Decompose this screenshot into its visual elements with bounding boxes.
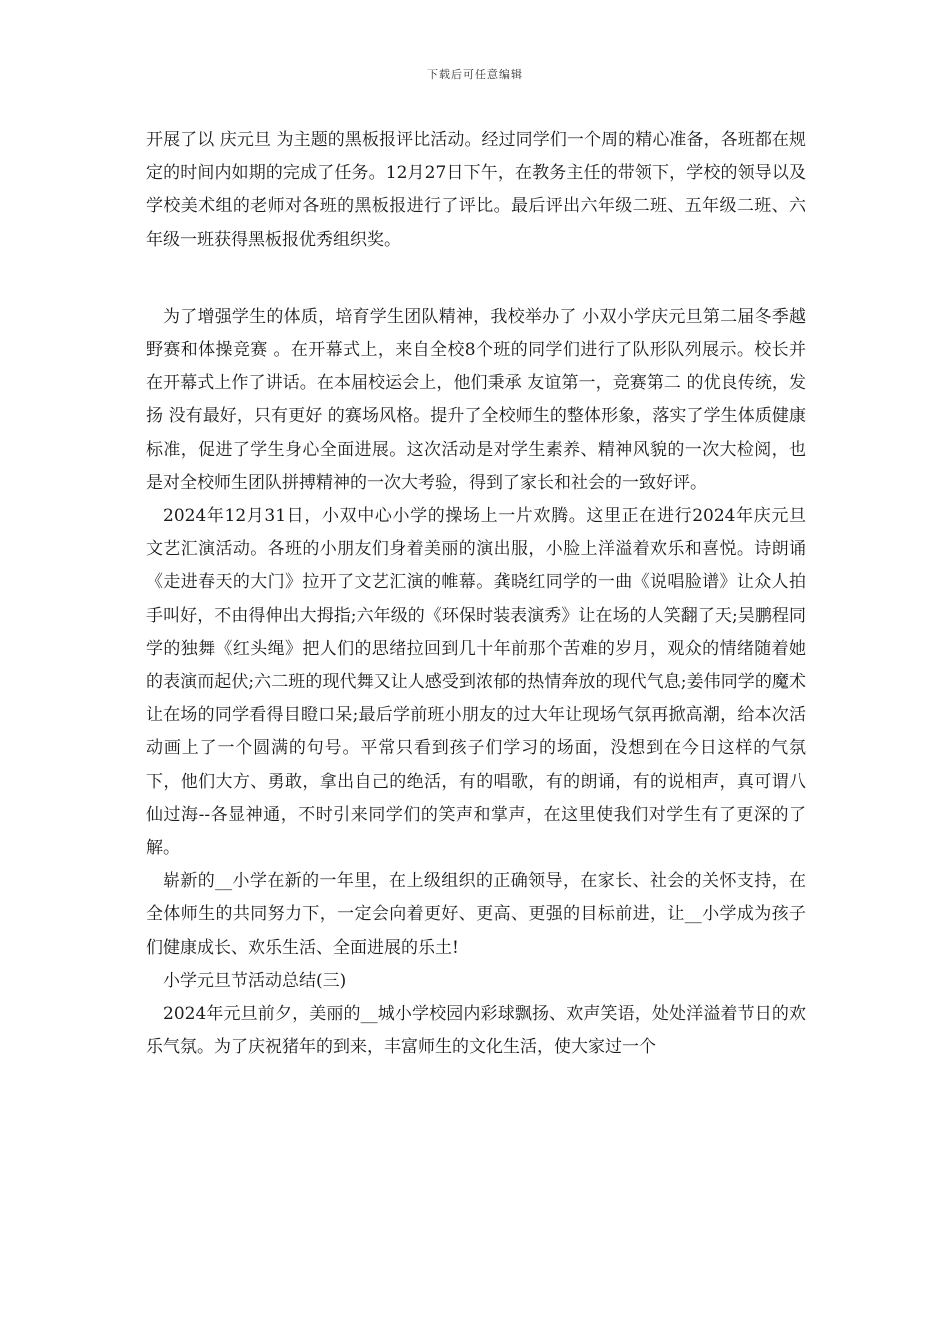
paragraph-sports-event: 为了增强学生的体质，培育学生团队精神，我校举办了 小双小学庆元旦第二届冬季越野赛和体操竞赛 。在开幕式上，来自全校8个班的同学们进行了队形队列展示。校长并在开幕式上作了讲话。在本届校运会上，他们秉承 友谊第一，竞赛第二 的优良传统，发扬 没有最好，只有更好 的赛场风格。提升了全校师生的整体形象，落实了学生体质健康标准，促进了学生身心全面进展。这次活动是对学生素养、精神风貌的一次大检阅，也是对全校师生团队拼搏精神的一次大考验，得到了家长和社会的一致好评。 bbox=[146, 306, 806, 493]
paragraph-gap bbox=[146, 257, 806, 301]
paragraph-section-three-intro: 2024年元旦前夕，美丽的__城小学校园内彩球飘扬、欢声笑语，处处洋溢着节日的欢乐气氛。为了庆祝猪年的到来，丰富师生的文化生活，使大家过一个 bbox=[146, 1004, 806, 1058]
page-header-note: 下载后可任意编辑 bbox=[427, 68, 523, 81]
paragraph-art-performance: 2024年12月31日，小双中心小学的操场上一片欢腾。这里正在进行2024年庆元旦 文艺汇演活动。各班的小朋友们身着美丽的演出服，小脸上洋溢着欢乐和喜悦。诗朗诵《走进春天的大门》拉开了文艺汇演的帷幕。龚晓红同学的一曲《说唱脸谱》让众人拍手叫好，不由得伸出大拇指;六年级的《环保时装表演秀》让在场的人笑翻了天;吴鹏程同学的独舞《红头绳》把人们的思绪拉回到几十年前那个苦难的岁月，观众的情绪随着她的表演而起伏;六二班的现代舞又让人感受到浓郁的热情奔放的现代气息;姜伟同学的魔术让在场的同学看得目瞪口呆;最后学前班小朋友的过大年让现场气氛再掀高潮，给本次活动画上了一个圆满的句号。平常只看到孩子们学习的场面，没想到在今日这样的气氛下，他们大方、勇敢，拿出自己的绝活，有的唱歌，有的朗诵，有的说相声，真可谓八仙过海--各显神通，不时引来同学们的笑声和掌声，在这里使我们对学生有了更深的了解。 bbox=[146, 506, 806, 859]
paragraph-new-year-outlook: 崭新的__小学在新的一年里，在上级组织的正确领导，在家长、社会的关怀支持，在全体师生的共同努力下，一定会向着更好、更高、更强的目标前进，让__小学成为孩子们健康成长、欢乐生活、全面进展的乐土! bbox=[146, 871, 806, 958]
paragraph-blackboard-contest: 开展了以 庆元旦 为主题的黑板报评比活动。经过同学们一个周的精心准备，各班都在规定的时间内如期的完成了任务。12月27日下午，在教务主任的带领下，学校的领导以及学校美术组的老师对各班的黑板报进行了评比。最后评出六年级二班、五年级二班、六年级一班获得黑板报优秀组织奖。 bbox=[146, 130, 806, 250]
document-body bbox=[146, 124, 806, 1064]
section-title: 小学元旦节活动总结(三) bbox=[163, 970, 347, 991]
